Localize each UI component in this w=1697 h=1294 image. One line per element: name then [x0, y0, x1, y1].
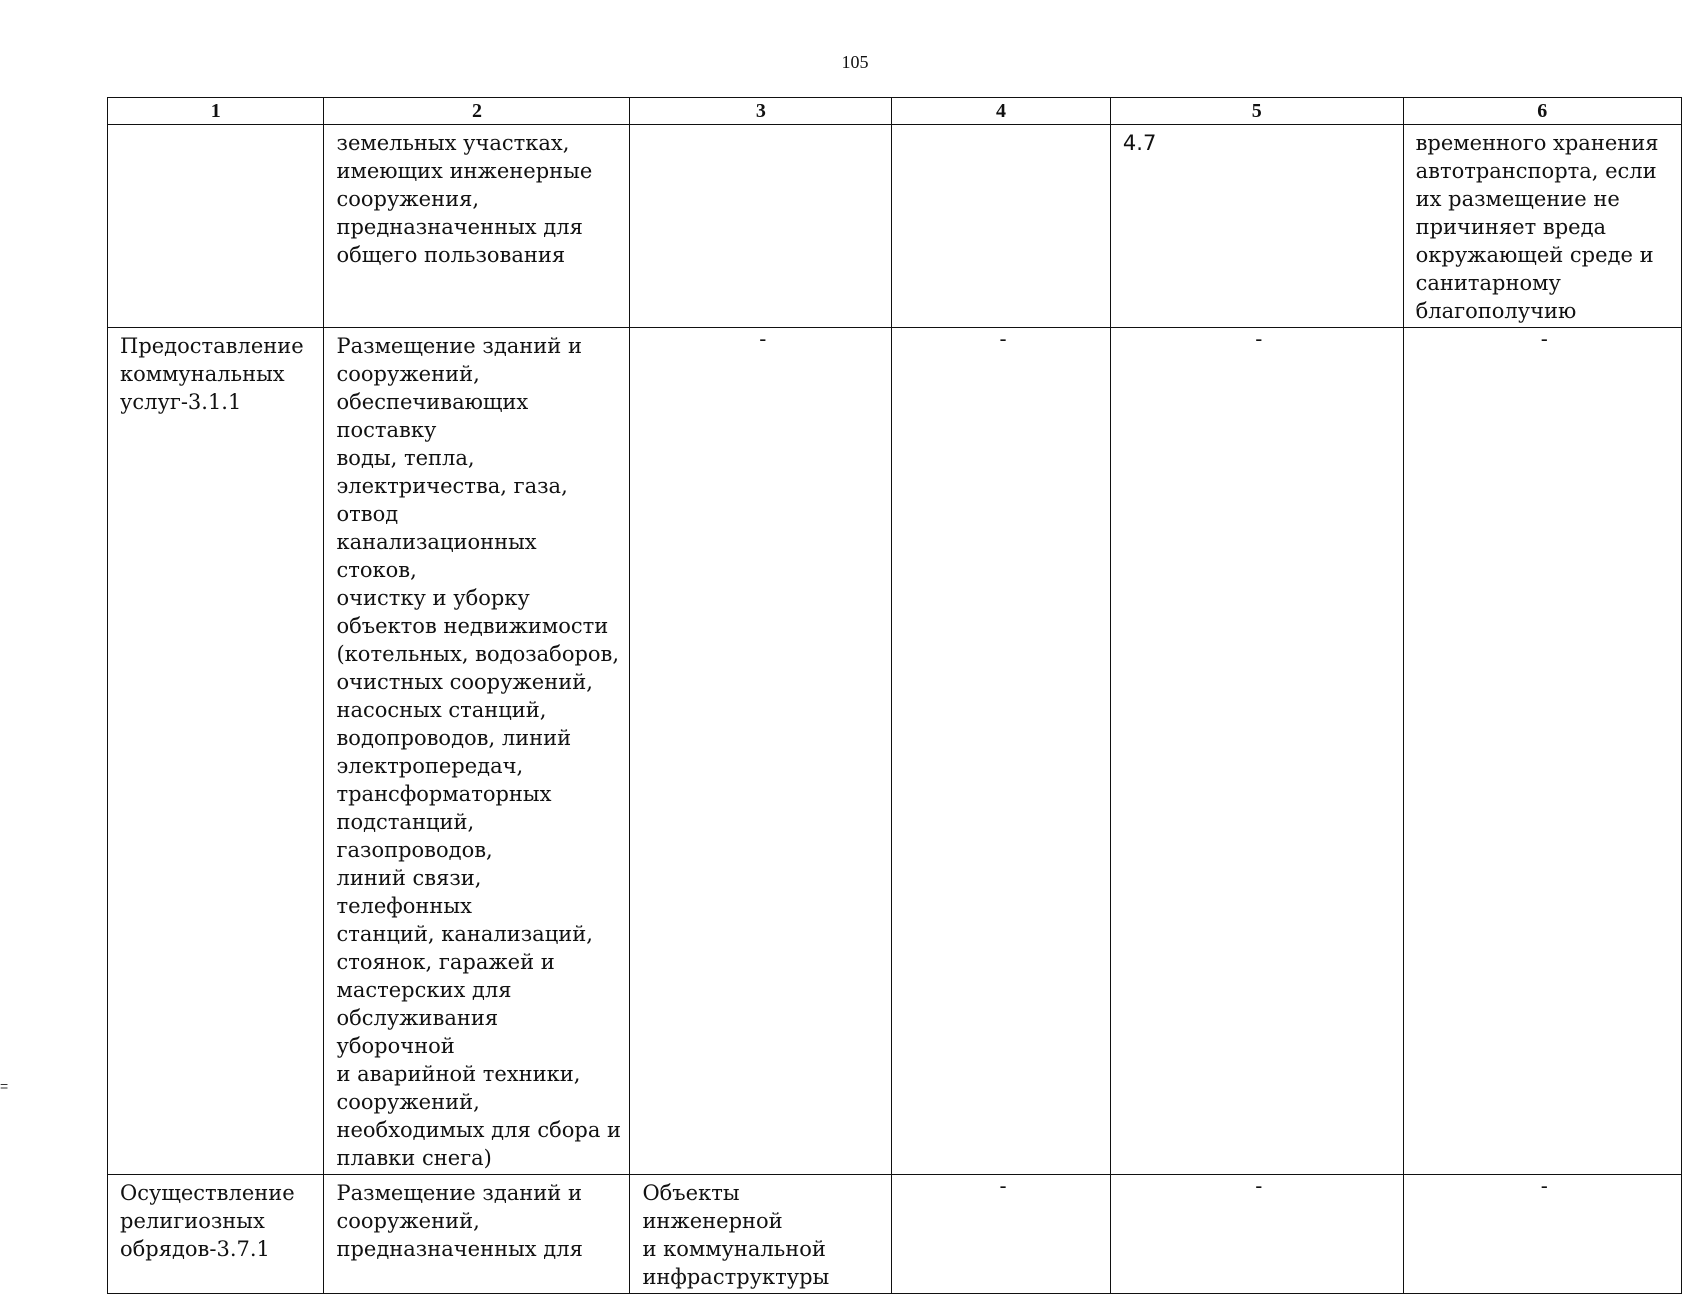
table-cell: -: [892, 328, 1111, 1175]
column-header: 4: [892, 98, 1111, 125]
table-cell: [108, 125, 324, 328]
column-header: 3: [630, 98, 892, 125]
table-cell: -: [1110, 328, 1403, 1175]
table-row: [108, 1175, 1682, 1294]
margin-mark: =: [0, 1078, 9, 1094]
table-cell: -: [1403, 328, 1681, 1175]
table-cell: -: [892, 1175, 1111, 1294]
page-number: 105: [841, 52, 869, 72]
table-header-row: [108, 98, 1682, 125]
table-cell: 4.7: [1110, 125, 1403, 328]
table-cell: Размещение зданий и сооружений, обеспечивающих поставку воды, тепла, электричества, газа, отвод канализационных стоков, очистку и уборку объектов недвижимости (котельных, водозаборов, очистных сооружений, насосных станций, водопроводов, линий электропередач, трансформаторных подстанций, газопроводов, линий связи, телефонных станций, канализаций, стоянок, гаражей и мастерских для обслуживания уборочной и аварийной техники, сооружений, необходимых для сбора и плавки снега): [324, 328, 630, 1175]
table-cell: [630, 125, 892, 328]
table-row: [108, 328, 1682, 1175]
column-header: 5: [1110, 98, 1403, 125]
table-cell: [892, 125, 1111, 328]
table-cell: земельных участках, имеющих инженерные сооружения, предназначенных для общего пользования: [324, 125, 630, 328]
column-header: 6: [1403, 98, 1681, 125]
table-cell: -: [1110, 1175, 1403, 1294]
table-cell: -: [1403, 1175, 1681, 1294]
table-cell: -: [630, 328, 892, 1175]
table-cell: Объекты инженерной и коммунальной инфраструктуры: [630, 1175, 892, 1294]
land-use-table: [107, 97, 1682, 1294]
table-cell: временного хранения автотранспорта, если их размещение не причиняет вреда окружающей среде и санитарному благополучию: [1403, 125, 1681, 328]
column-header: 1: [108, 98, 324, 125]
column-header: 2: [324, 98, 630, 125]
table-row: [108, 125, 1682, 328]
table-cell: Осуществление религиозных обрядов-3.7.1: [108, 1175, 324, 1294]
table-cell: Предоставление коммунальных услуг-3.1.1: [108, 328, 324, 1175]
table-cell: Размещение зданий и сооружений, предназначенных для: [324, 1175, 630, 1294]
